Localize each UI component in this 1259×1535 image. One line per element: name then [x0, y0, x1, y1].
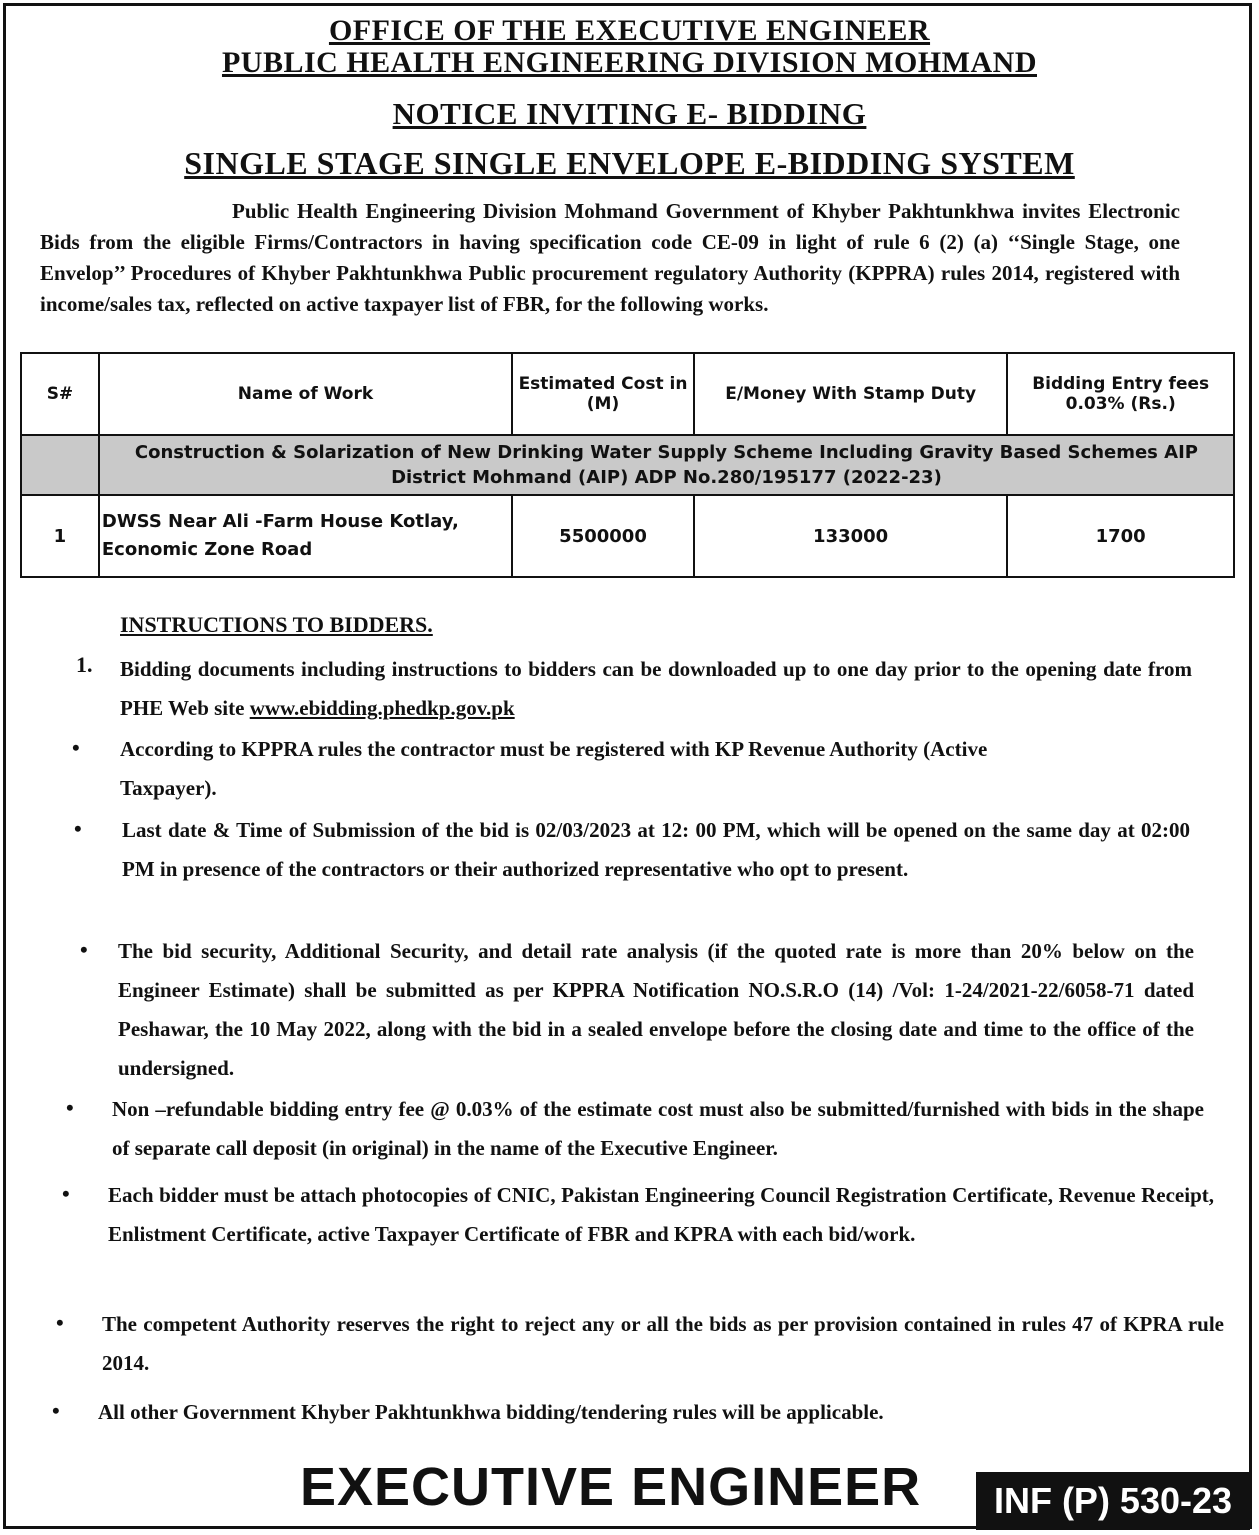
header-entry-fee: Bidding Entry fees 0.03% (Rs.) [1007, 353, 1234, 435]
bullet-icon: • [74, 816, 82, 841]
reference-badge: INF (P) 530-23 [976, 1472, 1250, 1530]
row-entry-fee: 1700 [1007, 495, 1234, 577]
bullet-icon: • [66, 1095, 74, 1120]
row-emoney: 133000 [694, 495, 1007, 577]
notice-title: NOTICE INVITING E- BIDDING [392, 96, 867, 131]
instruction-item-6: Each bidder must be attach photocopies of CNIC, Pakistan Engineering Council Registration Certificate, Revenue Receipt, Enlistment Certificate, active Taxpayer Certificate of FBR and KPRA with each bid/work. [108, 1183, 1214, 1246]
signatory-title: EXECUTIVE ENGINEER [300, 1457, 922, 1517]
table-header-row [21, 353, 1234, 435]
works-table [20, 352, 1235, 578]
instruction-item-5: Non –refundable bidding entry fee @ 0.03% of the estimate cost must also be submitted/furnished with bids in the shape of separate call deposit (in original) in the name of the Executive Engineer. [112, 1097, 1204, 1160]
header-sno: S# [21, 353, 99, 435]
system-title: SINGLE STAGE SINGLE ENVELOPE E-BIDDING SYSTEM [184, 145, 1075, 181]
instruction-item-8: All other Government Khyber Pakhtunkhwa bidding/tendering rules will be applicable. [98, 1400, 884, 1424]
instruction-item-4: The bid security, Additional Security, and detail rate analysis (if the quoted rate is more than 20% below on the Engineer Estimate) shall be submitted as per KPPRA Notification NO.S.R.O (14) /Vol: 1-24/2021-22/6058-71 dated Peshawar, the 10 May 2022, along with the bid in a sealed envelope before the closing date and time to the office of the undersigned. [118, 939, 1194, 1080]
instruction-item-1-text: Bidding documents including instructions to bidders can be downloaded up to one day prior to the opening date from PHE Web site [120, 657, 1192, 720]
bullet-icon: • [52, 1398, 60, 1423]
row-estimated-cost: 5500000 [512, 495, 694, 577]
instruction-item-1 [120, 650, 1192, 728]
bullet-icon: • [62, 1181, 70, 1206]
bullet-icon: • [72, 735, 80, 760]
bullet-icon: • [56, 1310, 64, 1335]
phe-website-link[interactable]: www.ebidding.phedkp.gov.pk [249, 696, 515, 720]
table-row [21, 495, 1234, 577]
instructions-title: INSTRUCTIONS TO BIDDERS. [120, 612, 433, 637]
group-empty-cell [21, 435, 99, 495]
row-sno: 1 [21, 495, 99, 577]
instruction-item-3: Last date & Time of Submission of the bid is 02/03/2023 at 12: 00 PM, which will be opened on the same day at 02:00 PM in presence of the contractors or their authorized representative who opt to present. [122, 818, 1190, 881]
group-title: Construction & Solarization of New Drinking Water Supply Scheme Including Gravity Based Schemes AIP District Mohmand (AIP) ADP No.280/195177 (2022-23) [99, 435, 1234, 495]
bullet-icon: • [80, 937, 88, 962]
group-row [21, 435, 1234, 495]
intro-paragraph: Public Health Engineering Division Mohmand Government of Khyber Pakhtunkhwa invites Electronic Bids from the eligible Firms/Contractors in having specification code CE-09 in light of rule 6 (2) (a) ‘‘Single Stage, one Envelop’’ Procedures of Khyber Pakhtunkhwa Public procurement regulatory Authority (KPPRA) rules 2014, registered with income/sales tax, reflected on active taxpayer list of FBR, for the following works. [40, 199, 1180, 316]
instruction-item-2: According to KPPRA rules the contractor must be registered with KP Revenue Authority (Active Taxpayer). [120, 737, 988, 800]
item-number-1: 1. [76, 652, 93, 677]
row-name-of-work: DWSS Near Ali -Farm House Kotlay, Economic Zone Road [99, 495, 512, 577]
header-name-of-work: Name of Work [99, 353, 512, 435]
header-emoney: E/Money With Stamp Duty [694, 353, 1007, 435]
division-title: PUBLIC HEALTH ENGINEERING DIVISION MOHMAND [221, 46, 1037, 79]
header-estimated-cost: Estimated Cost in (M) [512, 353, 694, 435]
office-title: OFFICE OF THE EXECUTIVE ENGINEER [328, 14, 931, 47]
instruction-item-7: The competent Authority reserves the right to reject any or all the bids as per provision contained in rules 47 of KPRA rule 2014. [102, 1312, 1224, 1375]
